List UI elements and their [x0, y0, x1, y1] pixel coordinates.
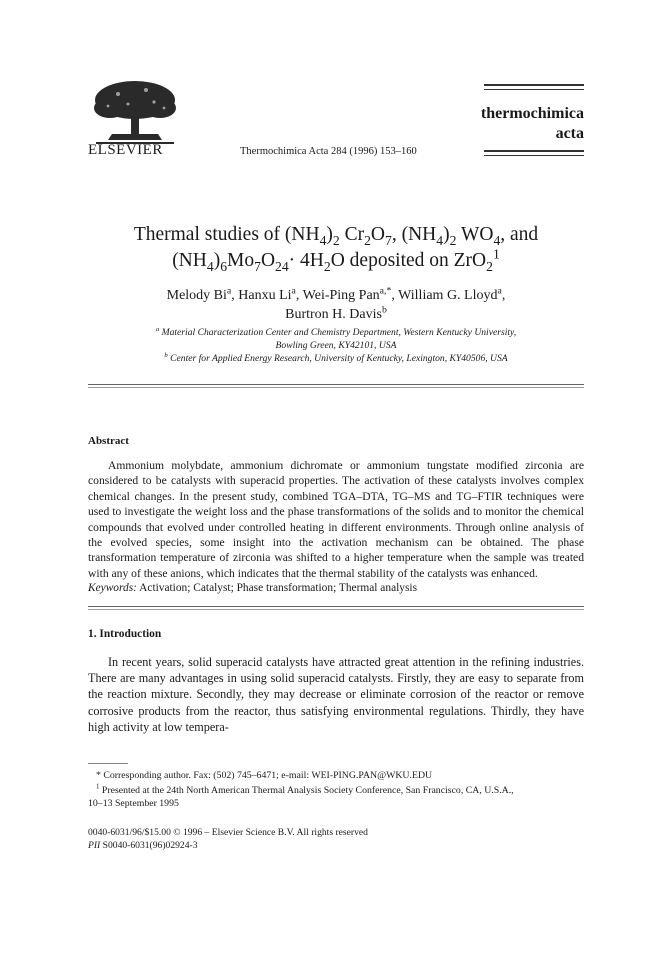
publisher-name: ELSEVIER: [88, 142, 163, 158]
footnote-rule: [88, 763, 128, 764]
author-list: [80, 286, 592, 324]
title-line-2: $(NH_4)_6Mo_7O_{24}\cdot 4H_2O$ deposited on ZrO$_2^1$: [172, 246, 500, 274]
copyright-block: [88, 826, 368, 852]
journal-rule-bottom: [484, 150, 584, 152]
affiliation-a-line-2: Bowling Green, KY42101, USA: [275, 340, 397, 351]
journal-rule-top: [484, 84, 584, 86]
keywords-rule-2: [88, 609, 584, 610]
footnote-presented-line-2: 10–13 September 1995: [88, 798, 179, 809]
keywords-label: Keywords:: [88, 582, 137, 594]
author-line-1: Melody Bi$^a$, Hanxu Li$^a$, Wei-Ping Pan$^{a,*}$, William G. Lloyd$^a$,: [166, 285, 506, 303]
journal-rule-top-2: [484, 89, 584, 90]
copyright-line: 0040-6031/96/$15.00 © 1996 – Elsevier Science B.V. All rights reserved: [88, 827, 368, 838]
title-line-1: Thermal studies of $(NH_4)_2$ $Cr_2O_7$, $(NH_4)_2$ $WO_4$, and: [133, 224, 539, 248]
keywords-text: Activation; Catalyst; Phase transformation; Thermal analysis: [136, 582, 418, 594]
journal-citation: Thermochimica Acta 284 (1996) 153–160: [240, 146, 417, 157]
journal-name: [464, 104, 584, 144]
abstract-body: Ammonium molybdate, ammonium dichromate or ammonium tungstate modified zirconia are considered to be catalysts with superacid properties. The activation of these catalysts involves complex chemical changes. In the present study, combined TGA–DTA, TG–MS and TG–FTIR techniques were used to investigate the weight loss and the phase transformations of the solids and to monitor the chemical compounds that evolved under controlled heating in different environments. Through online analysis of the evolved species, some insight into the activation mechanism can be obtained. The phase transformation temperature of zirconia was shifted to a higher temperature when the sample was treated with any of these anions, which indicates that the thermal stability of the catalysts was enhanced.: [88, 459, 584, 580]
journal-name-line-2: acta: [555, 125, 584, 142]
footnote-presented: $^1$ Presented at the 24th North American Thermal Analysis Society Conference, San Francisco, CA, U.S.A.,: [96, 783, 514, 796]
elsevier-tree-logo: [88, 78, 182, 144]
author-line-2: Burtron H. Davis$^b$: [285, 304, 387, 322]
footnote-corresponding: * Corresponding author. Fax: (502) 745–6471; e-mail: WEI-PING.PAN@WKU.EDU: [96, 770, 433, 781]
section-heading-introduction: 1. Introduction: [88, 628, 162, 640]
abstract-heading: Abstract: [88, 435, 129, 447]
journal-rule-bottom-2: [484, 155, 584, 156]
affiliation-b: $^b$ Center for Applied Energy Research, University of Kentucky, Lexington, KY40506, USA: [164, 351, 508, 364]
keywords-rule: [88, 606, 584, 607]
article-title: [80, 222, 592, 274]
affiliations: [60, 326, 612, 365]
separator-rule-2: [88, 387, 584, 388]
keywords: [88, 582, 417, 594]
pii-line: PII S0040-6031(96)02924-3: [88, 840, 198, 851]
introduction-body: In recent years, solid superacid catalysts have attracted great attention in the refining industries. There are many advantages in using solid superacid catalysts. Firstly, they are easy to separate from the reaction mixture. Secondly, they may decrease or eliminate corrosion of the reactor or remove corrosive products from the reactor, thus satisfying environmental regulations. Thirdly, they have high activity at low tempera-: [88, 655, 584, 734]
journal-name-line-1: thermochimica: [480, 105, 584, 122]
affiliation-a: $^a$ Material Characterization Center and Chemistry Department, Western Kentucky University,: [155, 325, 517, 338]
separator-rule: [88, 384, 584, 385]
